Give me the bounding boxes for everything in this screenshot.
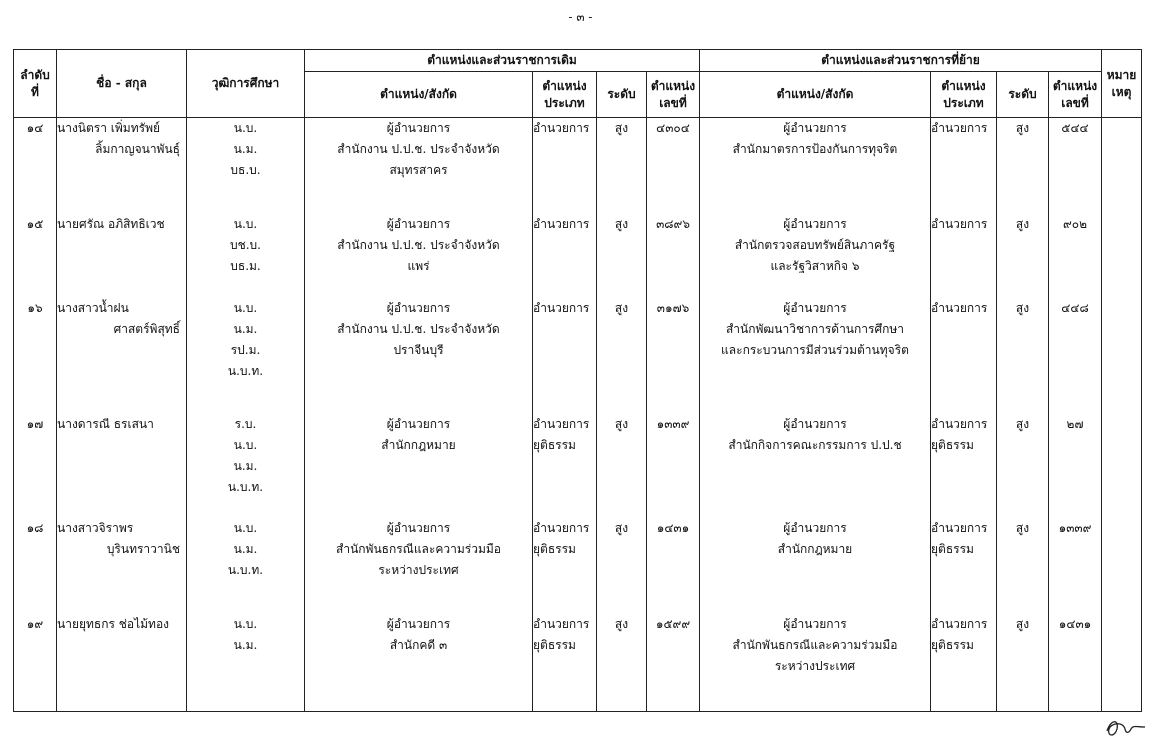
cell-old-type: อำนวยการ ยุติธรรม <box>533 614 597 712</box>
table-row <box>14 118 1142 214</box>
table-row <box>14 298 1142 414</box>
cell-old-level: สูง <box>597 214 647 298</box>
cell-old-type: อำนวยการ <box>533 214 597 298</box>
cell-name <box>57 118 187 214</box>
cell-no: ๑๕ <box>14 214 57 298</box>
cell-old-position: ผู้อำนวยการ สำนักคดี ๓ <box>305 614 533 712</box>
header-old-type: ตำแหน่ง ประเภท <box>533 72 597 118</box>
cell-old-type: อำนวยการ <box>533 298 597 414</box>
header-old-posno: ตำแหน่ง เลขที่ <box>647 72 700 118</box>
cell-new-level: สูง <box>997 614 1049 712</box>
header-new-type: ตำแหน่ง ประเภท <box>931 72 997 118</box>
cell-new-position: ผู้อำนวยการ สำนักพัฒนาวิชาการด้านการศึกษา และกระบวนการมีส่วนร่วมต้านทุจริต <box>700 298 931 414</box>
table-row <box>14 414 1142 518</box>
cell-old-posno: ๓๑๗๖ <box>647 298 700 414</box>
cell-new-position: ผู้อำนวยการ สำนักตรวจสอบทรัพย์สินภาครัฐ และรัฐวิสาหกิจ ๖ <box>700 214 931 298</box>
cell-old-type: อำนวยการ ยุติธรรม <box>533 518 597 614</box>
cell-education: น.บ. น.ม. <box>187 614 305 712</box>
cell-name <box>57 214 187 298</box>
header-new-position: ตำแหน่ง/สังกัด <box>700 72 931 118</box>
cell-no: ๑๗ <box>14 414 57 518</box>
cell-old-type: อำนวยการ <box>533 118 597 214</box>
cell-new-position: ผู้อำนวยการ สำนักกิจการคณะกรรมการ ป.ป.ช <box>700 414 931 518</box>
cell-new-posno: ๔๔๘ <box>1049 298 1102 414</box>
cell-old-type: อำนวยการ ยุติธรรม <box>533 414 597 518</box>
cell-old-position: ผู้อำนวยการ สำนักงาน ป.ป.ช. ประจำจังหวัด แพร่ <box>305 214 533 298</box>
cell-new-type: อำนวยการ ยุติธรรม <box>931 414 997 518</box>
cell-new-posno: ๑๓๓๙ <box>1049 518 1102 614</box>
cell-name <box>57 298 187 414</box>
cell-old-level: สูง <box>597 414 647 518</box>
cell-old-position: ผู้อำนวยการ สำนักงาน ป.ป.ช. ประจำจังหวัด สมุทรสาคร <box>305 118 533 214</box>
cell-old-level: สูง <box>597 614 647 712</box>
cell-old-level: สูง <box>597 298 647 414</box>
header-new-group: ตำแหน่งและส่วนราชการที่ย้าย <box>700 50 1102 72</box>
cell-new-position: ผู้อำนวยการ สำนักกฎหมาย <box>700 518 931 614</box>
cell-old-position: ผู้อำนวยการ สำนักกฎหมาย <box>305 414 533 518</box>
cell-old-posno: ๓๘๙๖ <box>647 214 700 298</box>
transfer-table <box>13 49 1142 712</box>
table-row <box>14 614 1142 712</box>
cell-name <box>57 414 187 518</box>
cell-no: ๑๙ <box>14 614 57 712</box>
first-name: นายยุทธกร ช่อไม้ทอง <box>57 616 170 631</box>
cell-new-posno: ๒๗ <box>1049 414 1102 518</box>
header-old-group: ตำแหน่งและส่วนราชการเดิม <box>305 50 700 72</box>
cell-remark <box>1102 118 1142 214</box>
last-name: บุรินทราวานิช <box>106 541 180 556</box>
first-name: นางนิตรา เพิ่มทรัพย์ <box>57 121 161 135</box>
cell-new-level: สูง <box>997 118 1049 214</box>
cell-remark <box>1102 414 1142 518</box>
cell-education: น.บ. น.ม. บธ.บ. <box>187 118 305 214</box>
cell-old-posno: ๑๓๓๙ <box>647 414 700 518</box>
header-no: ลำดับ ที่ <box>14 50 57 118</box>
last-name: ลิ้มกาญจนาพันธุ์ <box>95 142 180 156</box>
table-row <box>14 214 1142 298</box>
cell-new-position: ผู้อำนวยการ สำนักพันธกรณีและความร่วมมือ ระหว่างประเทศ <box>700 614 931 712</box>
cell-new-type: อำนวยการ ยุติธรรม <box>931 518 997 614</box>
cell-new-level: สูง <box>997 214 1049 298</box>
cell-education: น.บ. บช.บ. บธ.ม. <box>187 214 305 298</box>
cell-old-level: สูง <box>597 118 647 214</box>
cell-old-posno: ๑๔๓๑ <box>647 518 700 614</box>
cell-education: น.บ. น.ม. น.บ.ท. <box>187 518 305 614</box>
header-remark: หมาย เหตุ <box>1102 50 1142 118</box>
cell-old-posno: ๑๕๙๙ <box>647 614 700 712</box>
first-name: นายศรัณ อภิสิทธิเวช <box>57 216 165 231</box>
first-name: นางสาวน้ำฝน <box>57 300 129 315</box>
cell-new-level: สูง <box>997 414 1049 518</box>
signature-mark <box>1101 715 1147 741</box>
cell-new-posno: ๙๐๒ <box>1049 214 1102 298</box>
cell-remark <box>1102 614 1142 712</box>
header-education: วุฒิการศึกษา <box>187 50 305 118</box>
first-name: นางดารณี ธรเสนา <box>57 416 154 431</box>
cell-new-type: อำนวยการ ยุติธรรม <box>931 614 997 712</box>
cell-education: ร.บ. น.บ. น.ม. น.บ.ท. <box>187 414 305 518</box>
cell-new-posno: ๕๔๔ <box>1049 118 1102 214</box>
cell-remark <box>1102 214 1142 298</box>
cell-no: ๑๘ <box>14 518 57 614</box>
cell-name <box>57 518 187 614</box>
cell-old-posno: ๔๓๐๔ <box>647 118 700 214</box>
cell-old-level: สูง <box>597 518 647 614</box>
cell-new-type: อำนวยการ <box>931 118 997 214</box>
cell-new-type: อำนวยการ <box>931 214 997 298</box>
cell-remark <box>1102 518 1142 614</box>
header-old-level: ระดับ <box>597 72 647 118</box>
cell-old-position: ผู้อำนวยการ สำนักงาน ป.ป.ช. ประจำจังหวัด ปราจีนบุรี <box>305 298 533 414</box>
header-new-posno: ตำแหน่ง เลขที่ <box>1049 72 1102 118</box>
cell-new-level: สูง <box>997 298 1049 414</box>
cell-education: น.บ. น.ม. รป.ม. น.บ.ท. <box>187 298 305 414</box>
cell-name <box>57 614 187 712</box>
header-name: ชื่อ - สกุล <box>57 50 187 118</box>
page-number: - ๓ - <box>568 10 593 24</box>
cell-old-position: ผู้อำนวยการ สำนักพันธกรณีและความร่วมมือ ระหว่างประเทศ <box>305 518 533 614</box>
cell-remark <box>1102 298 1142 414</box>
header-old-position: ตำแหน่ง/สังกัด <box>305 72 533 118</box>
first-name: นางสาวจิราพร <box>57 520 134 535</box>
cell-no: ๑๖ <box>14 298 57 414</box>
cell-new-level: สูง <box>997 518 1049 614</box>
cell-new-posno: ๑๔๓๑ <box>1049 614 1102 712</box>
table-row <box>14 518 1142 614</box>
cell-new-type: อำนวยการ <box>931 298 997 414</box>
header-new-level: ระดับ <box>997 72 1049 118</box>
cell-no: ๑๔ <box>14 118 57 214</box>
cell-new-position: ผู้อำนวยการ สำนักมาตรการป้องกันการทุจริต <box>700 118 931 214</box>
last-name: ศาสตร์พิสุทธิ์ <box>113 321 180 336</box>
